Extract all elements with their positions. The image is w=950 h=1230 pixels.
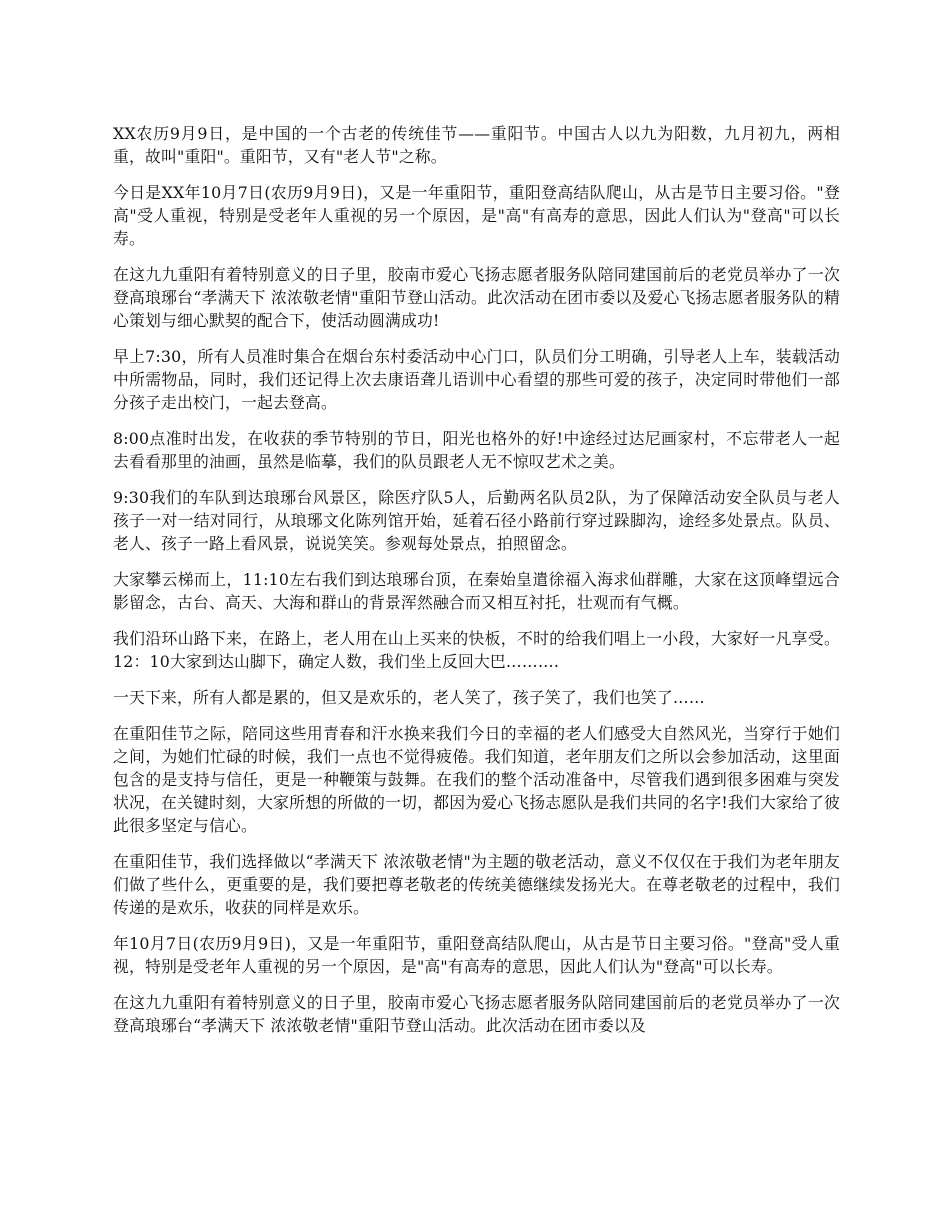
paragraph-11: 在重阳佳节，我们选择做以“孝满天下 浓浓敬老情"为主题的敬老活动，意义不仅仅在于我们为老年朋友们做了些什么，更重要的是，我们要把尊老敬老的传统美德继续发扬光大。在尊老敬老的过程中，我们传递的是欢乐，收获的同样是欢乐。 — [113, 852, 840, 917]
paragraph-13: 在这九九重阳有着特别意义的日子里，胶南市爱心飞扬志愿者服务队陪同建国前后的老党员举办了一次登高琅琊台“孝满天下 浓浓敬老情"重阳节登山活动。此次活动在团市委以及 — [113, 993, 840, 1035]
paragraph-2: 今日是XX年10月7日(农历9月9日)，又是一年重阳节，重阳登高结队爬山，从古是节日主要习俗。"登高"受人重视，特别是受老年人重视的另一个原因，是"高"有高寿的意思，因此人们认为"登高"可以长寿。 — [113, 183, 840, 248]
paragraph-9: 一天下来，所有人都是累的，但又是欢乐的，老人笑了，孩子笑了，我们也笑了…… — [113, 688, 705, 707]
paragraph-1: XX农历9月9日，是中国的一个古老的传统佳节——重阳节。中国古人以九为阳数，九月初九，两相重，故叫"重阳"。重阳节，又有"老人节"之称。 — [113, 124, 840, 166]
paragraph-5: 8:00点准时出发，在收获的季节特别的节日，阳光也格外的好!中途经过达尼画家村，不忘带老人一起去看看那里的油画，虽然是临摹，我们的队员跟老人无不惊叹艺术之美。 — [113, 429, 840, 471]
document-body — [113, 122, 840, 1050]
paragraph-3: 在这九九重阳有着特别意义的日子里，胶南市爱心飞扬志愿者服务队陪同建国前后的老党员举办了一次登高琅琊台“孝满天下 浓浓敬老情"重阳节登山活动。此次活动在团市委以及爱心飞扬志愿者服务队的精心策划与细心默契的配合下，使活动圆满成功! — [113, 265, 840, 330]
paragraph-10: 在重阳佳节之际，陪同这些用青春和汗水换来我们今日的幸福的老人们感受大自然风光，当穿行于她们之间，为她们忙碌的时候，我们一点也不觉得疲倦。我们知道，老年朋友们之所以会参加活动，这里面包含的是支持与信任，更是一种鞭策与鼓舞。在我们的整个活动准备中，尽管我们遇到很多困难与突发状况，在关键时刻，大家所想的所做的一切，都因为爱心飞扬志愿队是我们共同的名字!我们大家给了彼此很多坚定与信心。 — [113, 724, 840, 835]
paragraph-6: 9:30我们的车队到达琅琊台风景区，除医疗队5人，后勤两名队员2队，为了保障活动安全队员与老人孩子一对一结对同行，从琅琊文化陈列馆开始，延着石径小路前行穿过跺脚沟，途经多处景点。队员、老人、孩子一路上看风景，说说笑笑。参观每处景点，拍照留念。 — [113, 488, 840, 553]
paragraph-7: 大家攀云梯而上，11:10左右我们到达琅琊台顶，在秦始皇遣徐福入海求仙群雕，大家在这顶峰望远合影留念，古台、高天、大海和群山的背景浑然融合而又相互衬托，壮观而有气概。 — [113, 570, 840, 612]
paragraph-12: 年10月7日(农历9月9日)，又是一年重阳节，重阳登高结队爬山，从古是节日主要习俗。"登高"受人重视，特别是受老年人重视的另一个原因，是"高"有高寿的意思，因此人们认为"登高"可以长寿。 — [113, 934, 840, 976]
paragraph-8: 我们沿环山路下来，在路上，老人用在山上买来的快板，不时的给我们唱上一小段，大家好一凡享受。12：10大家到达山脚下，确定人数，我们坐上反回大巴………. — [113, 629, 840, 671]
paragraph-4: 早上7:30，所有人员准时集合在烟台东村委活动中心门口，队员们分工明确，引导老人上车，装载活动中所需物品，同时，我们还记得上次去康语聋儿语训中心看望的那些可爱的孩子，决定同时带他们一部分孩子走出校门，一起去登高。 — [113, 347, 840, 412]
